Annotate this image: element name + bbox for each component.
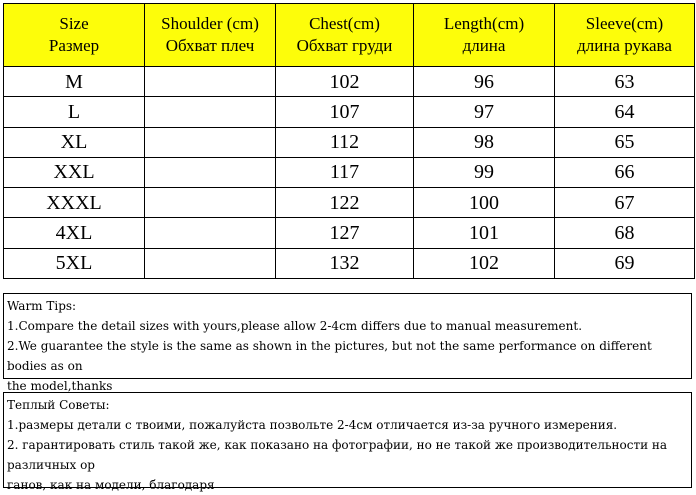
cell-sleeve: 69 (555, 248, 695, 278)
warm-tips-en (3, 293, 692, 393)
cell-chest: 122 (276, 188, 414, 218)
cell-size: M (4, 67, 145, 97)
table-row (4, 188, 695, 218)
cell-sleeve: 66 (555, 157, 695, 187)
cell-size: XXL (4, 157, 145, 187)
cell-length: 102 (414, 248, 555, 278)
table-row (4, 127, 695, 157)
cell-chest: 117 (276, 157, 414, 187)
cell-shoulder (145, 127, 276, 157)
cell-chest: 112 (276, 127, 414, 157)
cell-size: 4XL (4, 218, 145, 248)
cell-length: 99 (414, 157, 555, 187)
table-row (4, 157, 695, 187)
cell-sleeve: 68 (555, 218, 695, 248)
cell-length: 97 (414, 97, 555, 127)
cell-size: 5XL (4, 248, 145, 278)
cell-shoulder (145, 248, 276, 278)
cell-shoulder (145, 218, 276, 248)
header-row (4, 4, 695, 67)
cell-size: XXXL (4, 188, 145, 218)
cell-shoulder (145, 67, 276, 97)
size-table (3, 3, 695, 279)
tips-title: Warm Tips: (7, 299, 77, 313)
cell-chest: 107 (276, 97, 414, 127)
size-chart (3, 3, 694, 492)
tips-title: Теплый Советы: (7, 398, 110, 412)
table-row (4, 97, 695, 127)
tips-line: the model,thanks (7, 379, 113, 393)
tips-line: ганов, как на модели, благодаря (7, 478, 215, 492)
cell-sleeve: 63 (555, 67, 695, 97)
tips-line: 2. гарантировать стиль такой же, как показано на фотографии, но не такой же производительности на различных ор (7, 438, 671, 472)
cell-length: 98 (414, 127, 555, 157)
cell-shoulder (145, 157, 276, 187)
header-sleeve: Sleeve(cm) длина рукава (555, 4, 695, 67)
cell-size: XL (4, 127, 145, 157)
cell-shoulder (145, 97, 276, 127)
cell-length: 101 (414, 218, 555, 248)
cell-length: 96 (414, 67, 555, 97)
header-size: Size Размер (4, 4, 145, 67)
tips-line: 1.размеры детали с твоими, пожалуйста позвольте 2-4см отличается из-за ручного измерения. (7, 418, 618, 432)
cell-sleeve: 64 (555, 97, 695, 127)
table-row (4, 248, 695, 278)
warm-tips-ru (3, 392, 692, 492)
cell-sleeve: 65 (555, 127, 695, 157)
tips-line: 1.Compare the detail sizes with yours,please allow 2-4cm differs due to manual measurement. (7, 319, 583, 333)
cell-shoulder (145, 188, 276, 218)
table-row (4, 67, 695, 97)
header-length: Length(cm) длина (414, 4, 555, 67)
cell-size: L (4, 97, 145, 127)
cell-length: 100 (414, 188, 555, 218)
header-chest: Chest(cm) Обхват груди (276, 4, 414, 67)
cell-chest: 127 (276, 218, 414, 248)
header-shoulder: Shoulder (cm) Обхват плеч (145, 4, 276, 67)
table-row (4, 218, 695, 248)
cell-chest: 132 (276, 248, 414, 278)
cell-chest: 102 (276, 67, 414, 97)
cell-sleeve: 67 (555, 188, 695, 218)
tips-line: 2.We guarantee the style is the same as shown in the pictures, but not the same performance on different bodies as on (7, 339, 656, 373)
